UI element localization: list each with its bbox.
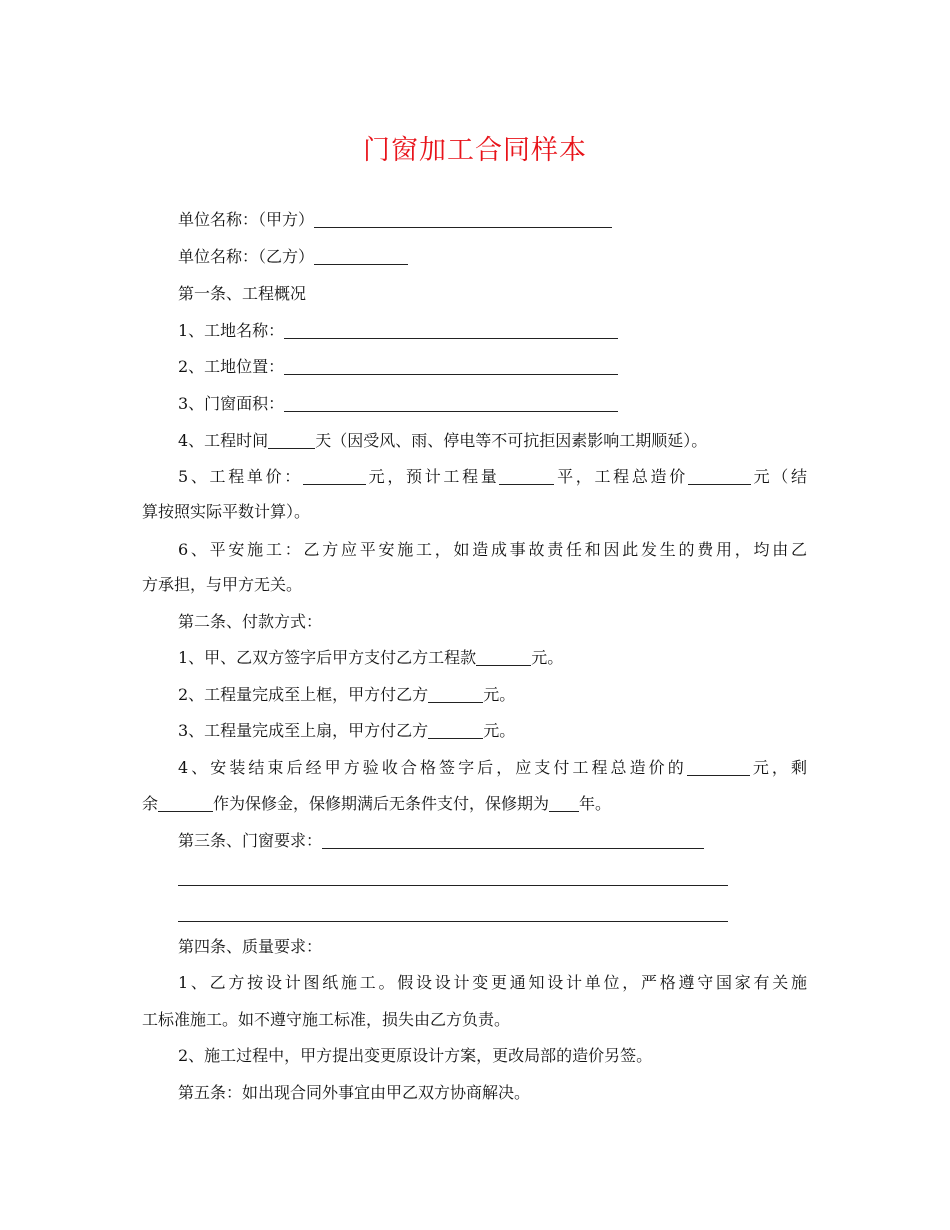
quantity-label: 元，预计工程量 bbox=[365, 467, 500, 486]
payment-2-blank bbox=[428, 685, 483, 703]
payment-4-blank bbox=[687, 758, 750, 776]
unit-price-label: 5、工程单价： bbox=[178, 467, 303, 486]
party-b-label: 单位名称：（乙方） bbox=[178, 247, 315, 266]
site-location-line bbox=[178, 355, 807, 379]
requirements-blank-3 bbox=[178, 904, 728, 922]
payment-1-blank bbox=[476, 648, 531, 666]
party-b-line bbox=[178, 245, 807, 269]
payment-4-line bbox=[178, 756, 807, 780]
article-3-heading: 第三条、门窗要求： bbox=[178, 831, 323, 850]
requirements-blank-1 bbox=[322, 831, 704, 849]
payment-3-label: 3、工程量完成至上扇，甲方付乙方 bbox=[178, 721, 429, 740]
party-a-blank bbox=[314, 210, 612, 228]
quality-2-line: 2、施工过程中，甲方提出变更原设计方案，更改局部的造价另签。 bbox=[178, 1046, 653, 1065]
quality-1-line-2: 工标准施工。如不遵守施工标准，损失由乙方负责。 bbox=[142, 1010, 511, 1029]
site-name-line bbox=[178, 319, 807, 343]
window-area-line bbox=[178, 392, 807, 416]
payment-1-unit: 元。 bbox=[531, 648, 564, 667]
payment-3-unit: 元。 bbox=[483, 721, 516, 740]
site-name-label: 1、工地名称： bbox=[178, 321, 285, 340]
site-location-label: 2、工地位置： bbox=[178, 357, 285, 376]
duration-blank bbox=[268, 431, 315, 449]
quantity-blank bbox=[499, 467, 554, 485]
duration-note: 天（因受风、雨、停电等不可抗拒因素影响工期顺延）。 bbox=[315, 431, 708, 450]
unit-price-continuation: 算按照实际平数计算）。 bbox=[142, 502, 311, 521]
payment-3-line bbox=[178, 719, 807, 743]
payment-1-line bbox=[178, 646, 807, 670]
quality-1-line-1: 1、乙方按设计图纸施工。假设设计变更通知设计单位，严格遵守国家有关施 bbox=[178, 973, 807, 992]
payment-4-continuation bbox=[142, 792, 807, 816]
warranty-unit: 年。 bbox=[579, 794, 612, 813]
warranty-years-blank bbox=[549, 794, 579, 812]
settlement-label: 元（结 bbox=[750, 467, 807, 486]
payment-1-label: 1、甲、乙双方签字后甲方支付乙方工程款 bbox=[178, 648, 477, 667]
site-name-blank bbox=[284, 321, 618, 339]
duration-label: 4、工程时间 bbox=[178, 431, 269, 450]
safety-line-2: 方承担，与甲方无关。 bbox=[142, 575, 303, 594]
article-1-heading: 第一条、工程概况 bbox=[178, 284, 307, 303]
article-5-line: 第五条：如出现合同外事宜由甲乙双方协商解决。 bbox=[178, 1083, 531, 1102]
party-b-blank bbox=[314, 247, 408, 265]
article-2-heading: 第二条、付款方式： bbox=[178, 612, 323, 631]
payment-4-remainder-label: 余 bbox=[142, 794, 159, 813]
party-a-line bbox=[178, 208, 807, 232]
payment-2-label: 2、工程量完成至上框，甲方付乙方 bbox=[178, 685, 429, 704]
article-3-line bbox=[178, 829, 807, 853]
payment-2-line bbox=[178, 683, 807, 707]
document-title: 门窗加工合同样本 bbox=[363, 135, 587, 166]
unit-price-blank bbox=[303, 467, 366, 485]
site-location-blank bbox=[284, 357, 618, 375]
retention-text: 作为保修金，保修期满后无条件支付，保修期为 bbox=[213, 794, 550, 813]
payment-2-unit: 元。 bbox=[483, 685, 516, 704]
payment-4-unit: 元，剩 bbox=[749, 758, 807, 777]
window-area-label: 3、门窗面积： bbox=[178, 394, 285, 413]
retention-blank bbox=[158, 794, 213, 812]
requirements-line-2 bbox=[178, 866, 807, 890]
requirements-line-3 bbox=[178, 902, 807, 926]
party-a-label: 单位名称：（甲方） bbox=[178, 210, 315, 229]
window-area-blank bbox=[284, 394, 618, 412]
requirements-blank-2 bbox=[178, 868, 728, 886]
unit-price-line bbox=[178, 465, 807, 489]
article-4-heading: 第四条、质量要求： bbox=[178, 937, 323, 956]
payment-4-label: 4、安装结束后经甲方验收合格签字后，应支付工程总造价的 bbox=[178, 758, 687, 777]
payment-3-blank bbox=[428, 721, 483, 739]
safety-line-1: 6、平安施工：乙方应平安施工，如造成事故责任和因此发生的费用，均由乙 bbox=[178, 540, 807, 559]
total-price-label: 平，工程总造价 bbox=[554, 467, 688, 486]
total-price-blank bbox=[688, 467, 751, 485]
duration-line bbox=[178, 429, 807, 453]
